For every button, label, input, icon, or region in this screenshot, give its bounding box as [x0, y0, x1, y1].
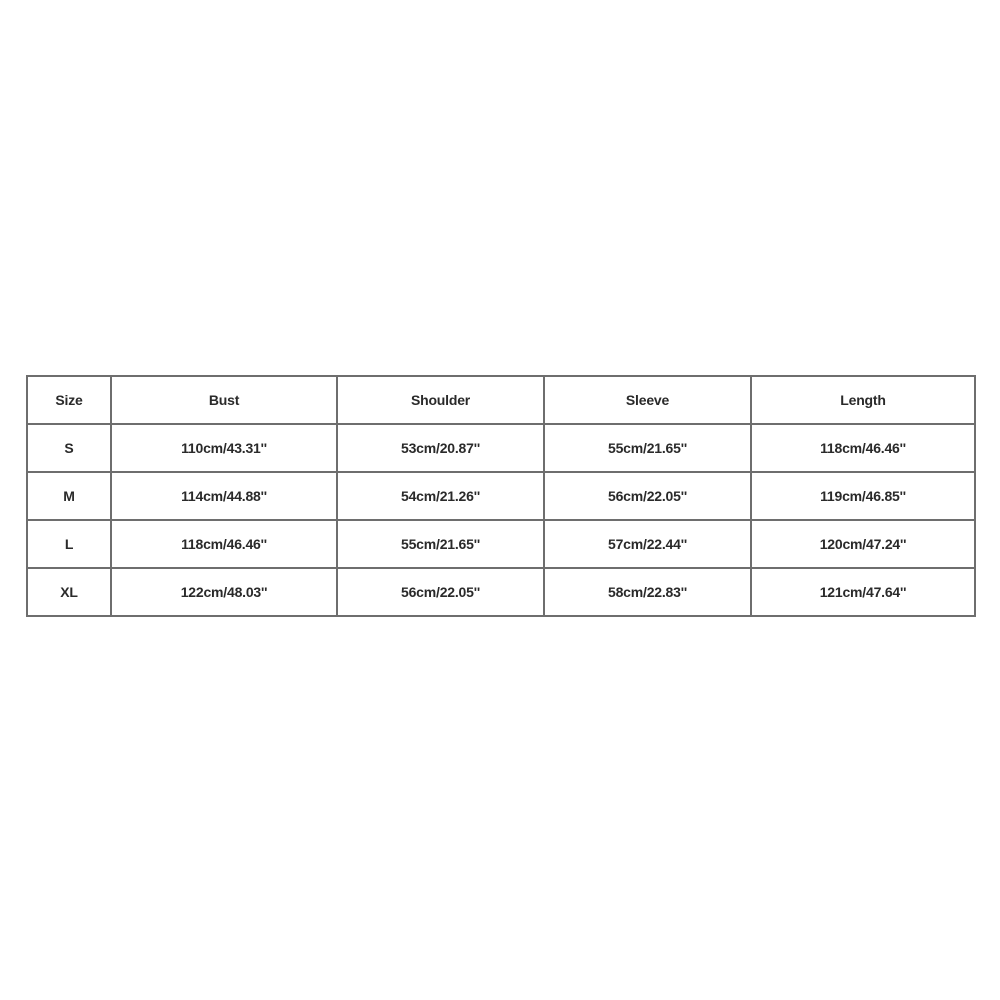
table-row: [27, 472, 975, 520]
header-sleeve: Sleeve: [544, 376, 751, 424]
header-shoulder: Shoulder: [337, 376, 544, 424]
shoulder-cell: 53cm/20.87'': [337, 424, 544, 472]
size-chart-table: [26, 375, 976, 617]
header-row: [27, 376, 975, 424]
header-bust: Bust: [111, 376, 337, 424]
length-cell: 121cm/47.64'': [751, 568, 975, 616]
table-row: [27, 424, 975, 472]
size-cell: L: [27, 520, 111, 568]
header-length: Length: [751, 376, 975, 424]
size-cell: XL: [27, 568, 111, 616]
bust-cell: 110cm/43.31'': [111, 424, 337, 472]
length-cell: 120cm/47.24'': [751, 520, 975, 568]
bust-cell: 122cm/48.03'': [111, 568, 337, 616]
shoulder-cell: 55cm/21.65'': [337, 520, 544, 568]
bust-cell: 114cm/44.88'': [111, 472, 337, 520]
table-row: [27, 520, 975, 568]
length-cell: 118cm/46.46'': [751, 424, 975, 472]
size-cell: M: [27, 472, 111, 520]
sleeve-cell: 57cm/22.44'': [544, 520, 751, 568]
length-cell: 119cm/46.85'': [751, 472, 975, 520]
shoulder-cell: 56cm/22.05'': [337, 568, 544, 616]
size-cell: S: [27, 424, 111, 472]
shoulder-cell: 54cm/21.26'': [337, 472, 544, 520]
table-row: [27, 568, 975, 616]
bust-cell: 118cm/46.46'': [111, 520, 337, 568]
sleeve-cell: 55cm/21.65'': [544, 424, 751, 472]
sleeve-cell: 58cm/22.83'': [544, 568, 751, 616]
header-size: Size: [27, 376, 111, 424]
sleeve-cell: 56cm/22.05'': [544, 472, 751, 520]
